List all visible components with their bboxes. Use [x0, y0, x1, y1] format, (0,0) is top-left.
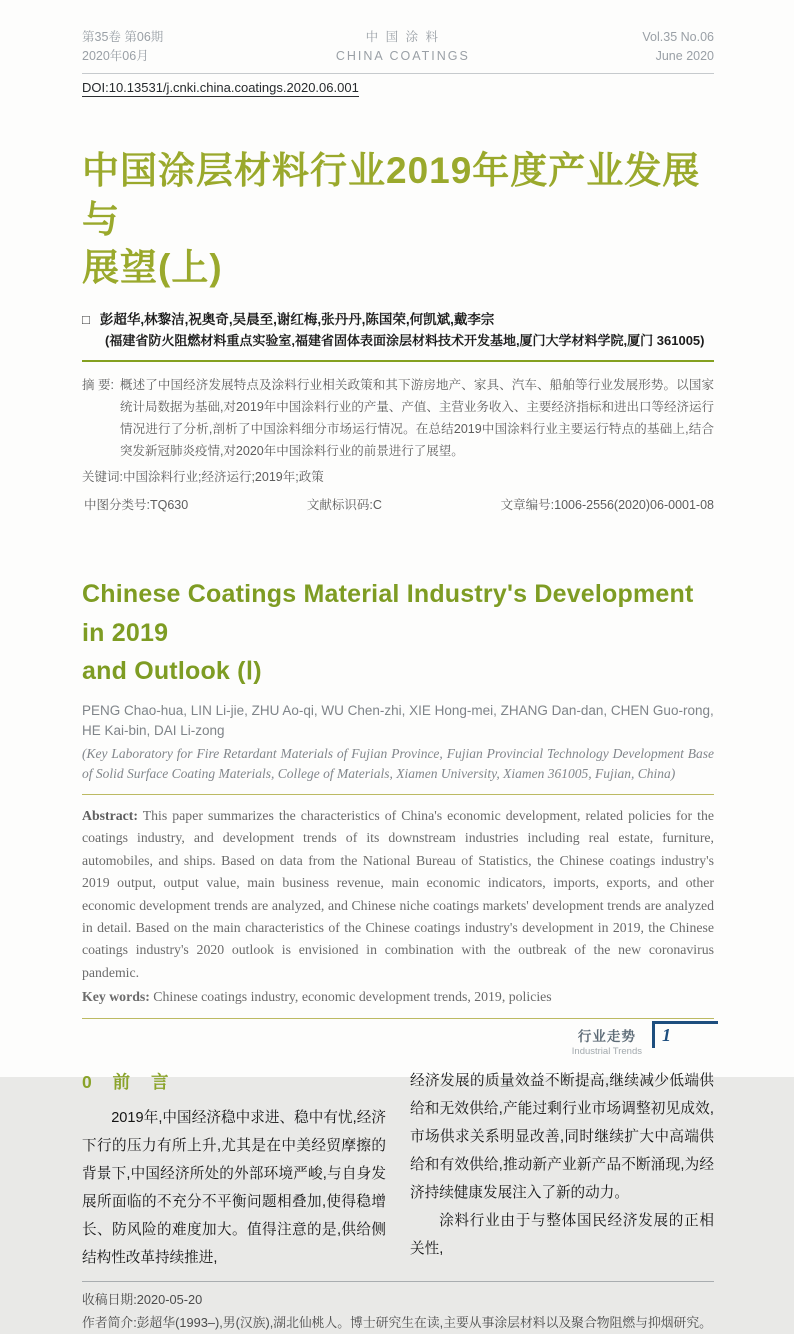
keywords-en-label: Key words:	[82, 988, 150, 1004]
vol-issue-en: Vol.35 No.06	[642, 30, 714, 44]
abstract-zh-text: 概述了中国经济发展特点及涂料行业相关政策和其下游房地产、家具、汽车、船舶等行业发展形势。以国家统计局数据为基础,对2019年中国涂料行业的产量、产值、主营业务收入、主要经济指标和进出口等经济运行情况进行了分析,剖析了中国涂料细分市场运行情况。在总结2019中国涂料行业主要运行特点的基础上,结合突发新冠肺炎疫情,对2020年中国涂料行业的前景进行了展望。	[119, 377, 714, 459]
paragraph-right-continuation: 经济发展的质量效益不断提高,继续减少低端供给和无效供给,产能过剩行业市场调整初见成效,市场供求关系明显改善,同时继续扩大中高端供给和有效供给,推动新产业新产品不断涌现,为经济持续健康发展注入了新的动力。	[410, 1072, 714, 1201]
column-section-label	[572, 1021, 642, 1057]
divider-olive-top	[82, 794, 714, 795]
date-en: June 2020	[655, 49, 714, 64]
doc-code-label: 文献标识码:	[306, 497, 373, 512]
vol-issue-zh: 第35卷 第06期	[82, 30, 164, 44]
affiliation-zh: (福建省防火阻燃材料重点实验室,福建省固体表面涂层材料技术开发基地,厦门大学材料学院,厦门 361005)	[105, 332, 705, 348]
authors-zh: 彭超华,林黎洁,祝奥奇,吴晨至,谢红梅,张丹丹,陈国荣,何凯斌,戴李宗	[99, 312, 495, 328]
journal-name-en: CHINA COATINGS	[335, 49, 470, 64]
clc-label: 中图分类号:	[84, 497, 150, 512]
doi-text: DOI:10.13531/j.cnki.china.coatings.2020.06.001	[82, 79, 359, 95]
article-id-label: 文章编号:	[500, 497, 555, 512]
column-label-en: Industrial Trends	[571, 1046, 642, 1057]
page-number-frame	[652, 1021, 718, 1048]
divider-green	[82, 360, 714, 362]
keywords-en-text: Chinese coatings industry, economic development trends, 2019, policies	[149, 988, 552, 1004]
doc-code-item	[307, 495, 382, 513]
authors-row-zh	[82, 309, 714, 331]
abstract-en-label: Abstract:	[82, 808, 138, 824]
masthead-issue-en	[642, 28, 714, 67]
doc-code-value: C	[372, 497, 382, 512]
author-bio-row	[82, 1311, 714, 1334]
clc-value: TQ630	[149, 497, 189, 512]
section-heading: 0 前 言	[82, 1071, 172, 1092]
masthead	[82, 0, 714, 74]
column-label-zh: 行业走势	[577, 1029, 636, 1044]
author-marker-icon: □	[82, 312, 90, 328]
keywords-zh-row	[82, 467, 714, 488]
footnotes	[82, 1288, 714, 1334]
article-title-zh	[82, 147, 714, 293]
masthead-journal-name	[336, 28, 470, 67]
clc-item	[84, 495, 188, 513]
received-value: 2020-05-20	[136, 1291, 203, 1307]
page-number: 1	[662, 1025, 671, 1045]
affiliation-en: (Key Laboratory for Fire Retardant Materials of Fujian Province, Fujian Provincial Technology Development Base of Solid Surface Coating Materials, College of Materials, Xiamen University, Xiamen 361005, Fujian, China)	[82, 745, 714, 781]
bio-text: 彭超华(1993–),男(汉族),湖北仙桃人。博士研究生在读,主要从事涂层材料以及聚合物阻燃与抑烟研究。	[136, 1314, 712, 1330]
article-title-en-line2: and Outlook (Ⅰ)	[82, 657, 262, 686]
article-id-item	[501, 495, 714, 513]
body-columns	[82, 1067, 714, 1272]
received-label: 收稿日期:	[82, 1291, 137, 1307]
abstract-zh-label: 摘 要:	[82, 377, 114, 392]
paragraph-left: 2019年,中国经济稳中求进、稳中有忧,经济下行的压力有所上升,尤其是在中美经贸摩擦的背景下,中国经济所处的外部环境严峻,与自身发展所面临的不充分不平衡问题相叠加,使得稳增长、防风险的难度加大。值得注意的是,供给侧结构性改革持续推进,	[82, 1109, 386, 1266]
page-footer	[572, 1021, 718, 1057]
keywords-zh-label: 关键词:	[82, 469, 123, 484]
doi-row	[82, 79, 714, 97]
bio-label: 作者简介:	[82, 1314, 137, 1330]
footnote-divider	[82, 1281, 714, 1282]
journal-name-zh: 中 国 涂 料	[365, 30, 441, 44]
divider-olive-bottom	[82, 1018, 714, 1019]
article-title-zh-line2: 展望(上)	[82, 247, 223, 289]
received-date-row	[82, 1288, 714, 1311]
masthead-issue-zh	[82, 28, 163, 67]
paragraph-right-2: 涂料行业由于与整体国民经济发展的正相关性,	[410, 1212, 714, 1257]
article-id-value: 1006-2556(2020)06-0001-08	[554, 497, 714, 512]
keywords-en-row	[82, 986, 714, 1008]
date-zh: 2020年06月	[82, 49, 149, 64]
abstract-en-text: This paper summarizes the characteristics of China's economic development, related policies for the coatings industry, and development trends of its downstream industries including real estate, furniture, automobiles, and ships. Based on data from the National Bureau of Statistics, the Chinese coatings industry's 2019 output, output value, main business revenue, main economic indicators, imports, exports, and other economic development trends are analyzed, and Chinese niche coatings markets' development trends are analyzed in detail. Based on the main characteristics of the Chinese coatings industry's development in 2019, the Chinese coatings industry's 2020 outlook is envisioned in combination with the outbreak of the new coronavirus pandemic.	[82, 808, 714, 980]
keywords-zh-text: 中国涂料行业;经济运行;2019年;政策	[122, 469, 324, 484]
article-title-en	[82, 575, 714, 691]
article-title-en-line1: Chinese Coatings Material Industry's Development in 2019	[82, 579, 694, 647]
authors-en: PENG Chao-hua, LIN Li-jie, ZHU Ao-qi, WU Chen-zhi, XIE Hong-mei, ZHANG Dan-dan, CHEN Guo-rong, HE Kai-bin, DAI Li-zong	[82, 703, 714, 739]
meta-row	[82, 495, 714, 513]
abstract-en-block	[82, 805, 714, 984]
abstract-zh-block	[82, 374, 714, 463]
column-right	[410, 1067, 714, 1272]
article-title-zh-line1: 中国涂层材料行业2019年度产业发展与	[82, 149, 701, 240]
column-left	[82, 1067, 386, 1272]
